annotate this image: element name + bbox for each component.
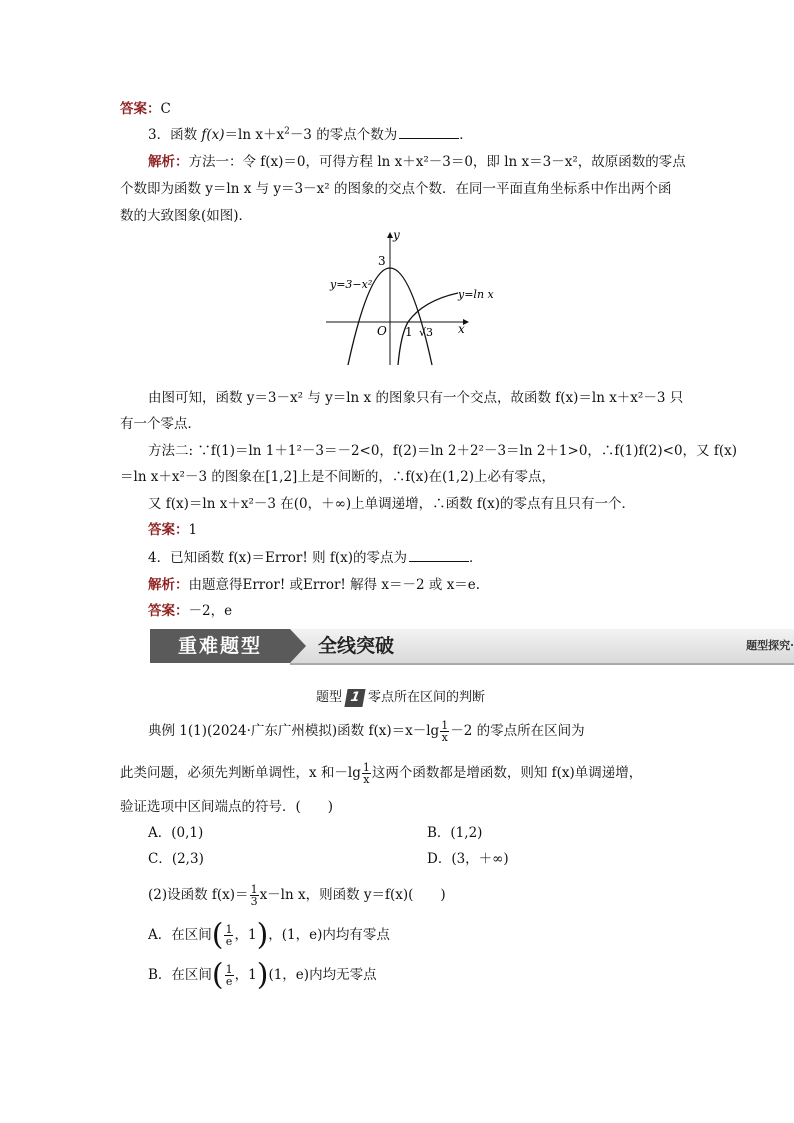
function-graph [320, 225, 495, 370]
opt-b-pre: B．在区间 [148, 967, 212, 983]
q4-answer [148, 601, 232, 621]
answer-label: 答案： [148, 522, 189, 538]
q3-fx: f(x) [201, 127, 225, 143]
q4-stem-text: 4．已知函数 f(x)＝Error! 则 f(x)的零点为 [148, 550, 408, 566]
example1-line2 [120, 762, 642, 785]
type-title: 零点所在区间的判断 [368, 690, 486, 705]
frac-num: 1 [250, 883, 258, 896]
example1-part2 [148, 884, 446, 907]
p2-post: x－ln x，则函数 y＝f(x)( ) [259, 887, 446, 903]
frac-num: 1 [362, 761, 370, 774]
q4-stem-end: ． [469, 550, 483, 566]
answer-blank[interactable] [409, 549, 469, 562]
y-axis-label: y [393, 228, 400, 242]
x-axis-label: x [458, 322, 465, 336]
frac-num: 1 [225, 923, 233, 936]
type-prefix: 题型 [316, 690, 343, 705]
q3-solution-line1 [148, 152, 686, 172]
ex1-l2b: 这两个函数都是增函数，则知 f(x)单调递增， [371, 765, 643, 781]
frac-den: e [225, 935, 233, 948]
origin-label: O [377, 324, 387, 338]
p2-pre: (2)设函数 f(x)＝ [148, 887, 249, 903]
left-paren: ( [211, 957, 224, 993]
q3-stem-pre: 3．函数 [148, 127, 202, 143]
option-2a[interactable] [148, 917, 390, 953]
frac-num: 1 [441, 719, 449, 732]
right-paren: ) [256, 957, 269, 993]
q3-stem [148, 125, 473, 145]
q4-solution [148, 575, 480, 595]
answer-blank[interactable] [399, 126, 459, 139]
fraction [250, 884, 259, 907]
fraction [224, 924, 233, 947]
banner-right-text: 题型探究· [746, 639, 794, 652]
q3-stem-post: －3 的零点个数为 [289, 127, 398, 143]
q4-sol-text: 由题意得Error! 或Error! 解得 x＝－2 或 x＝e. [188, 577, 481, 593]
example1-line3: 验证选项中区间端点的符号．( ) [120, 799, 334, 815]
answer-value: C [160, 101, 171, 117]
option-2b[interactable] [148, 957, 377, 993]
q3-stem-end: ． [459, 127, 473, 143]
answer-label: 答案： [148, 603, 189, 619]
q3-stem-mid: ＝ln x＋x [224, 127, 285, 143]
fraction [362, 762, 371, 785]
banner-mid-title: 全线突破 [318, 635, 395, 657]
frac-num: 1 [225, 963, 233, 976]
q3-solution-line3: 数的大致图象(如图)． [120, 208, 253, 224]
option-b[interactable]: B．(1,2) [427, 825, 483, 841]
q3-solution-line5: 有一个零点． [120, 416, 201, 432]
q3-answer [148, 520, 197, 540]
q3-solution-line7: ＝ln x＋x²－3 的图象在[1,2]上是不间断的，∴f(x)在(1,2)上必有零点， [120, 469, 555, 485]
option-a[interactable]: A．(0,1) [148, 825, 204, 841]
tick-3-label: 3 [378, 254, 386, 268]
solution-label: 解析： [148, 577, 189, 593]
fraction [440, 720, 449, 743]
tick-1-label: 1 [405, 325, 413, 339]
right-paren: ) [256, 917, 269, 953]
ln-label: y=ln x [458, 288, 494, 301]
banner-left-title: 重难题型 [150, 629, 290, 663]
type-heading [316, 688, 485, 708]
opt-b-mid: ，1 [234, 967, 257, 983]
ex1-l2a: 此类问题，必须先判断单调性，x 和－lg [120, 765, 361, 781]
q3-stem-sq: 2 [284, 126, 290, 137]
q3-solution-line2: 个数即为函数 y＝ln x 与 y＝3－x² 的图象的交点个数．在同一平面直角坐标系中作出两个函 [120, 181, 672, 197]
parabola-label: y=3−x² [330, 278, 373, 291]
type-number-badge: 1 [344, 689, 365, 707]
opt-b-post: (1，e)内均无零点 [268, 967, 377, 983]
frac-den: 3 [250, 895, 258, 908]
q3-solution-line6: 方法二: ∵f(1)＝ln 1＋1²－3＝－2<0，f(2)＝ln 2＋2²－3＝ln 2＋1>0，∴f(1)f(2)<0，又 f(x) [148, 443, 737, 459]
q4-stem [148, 548, 483, 568]
fraction [225, 964, 234, 987]
answer-value: －2，e [188, 603, 233, 619]
opt-a-post: ，(1，e)内均有零点 [268, 927, 390, 943]
example1-line1 [148, 720, 585, 743]
q3-solution-line8: 又 f(x)＝ln x＋x²－3 在(0，＋∞)上单调递增，∴函数 f(x)的零点有且只有一个． [148, 496, 636, 512]
ex1-l1-text: 典例 1(1)(2024·广东广州模拟)函数 f(x)＝x－lg [148, 723, 440, 739]
left-paren: ( [211, 917, 224, 953]
opt-a-mid: ，1 [234, 927, 257, 943]
tick-sqrt3-label: √3 [419, 326, 434, 339]
opt-a-pre: A．在区间 [148, 927, 212, 943]
option-d[interactable]: D．(3，＋∞) [427, 851, 509, 867]
answer-label: 答案： [120, 101, 161, 117]
section-banner [150, 629, 794, 663]
banner-arrow [290, 629, 306, 663]
option-c[interactable]: C．(2,3) [148, 851, 204, 867]
frac-den: x [363, 773, 370, 786]
solution-label: 解析： [148, 154, 189, 170]
frac-den: x [441, 731, 448, 744]
answer-value: 1 [188, 522, 198, 538]
frac-den: e [225, 975, 233, 988]
ex1-l1-post: －2 的零点所在区间为 [450, 723, 585, 739]
q3-solution-line4: 由图可知，函数 y＝3－x² 与 y＝ln x 的图象只有一个交点，故函数 f(x)＝ln x＋x²－3 只 [148, 390, 684, 406]
q2-answer [120, 99, 171, 119]
q3-sol-text1: 方法一：令 f(x)＝0，可得方程 ln x＋x²－3＝0，即 ln x＝3－x²，故原函数的零点 [188, 154, 686, 170]
